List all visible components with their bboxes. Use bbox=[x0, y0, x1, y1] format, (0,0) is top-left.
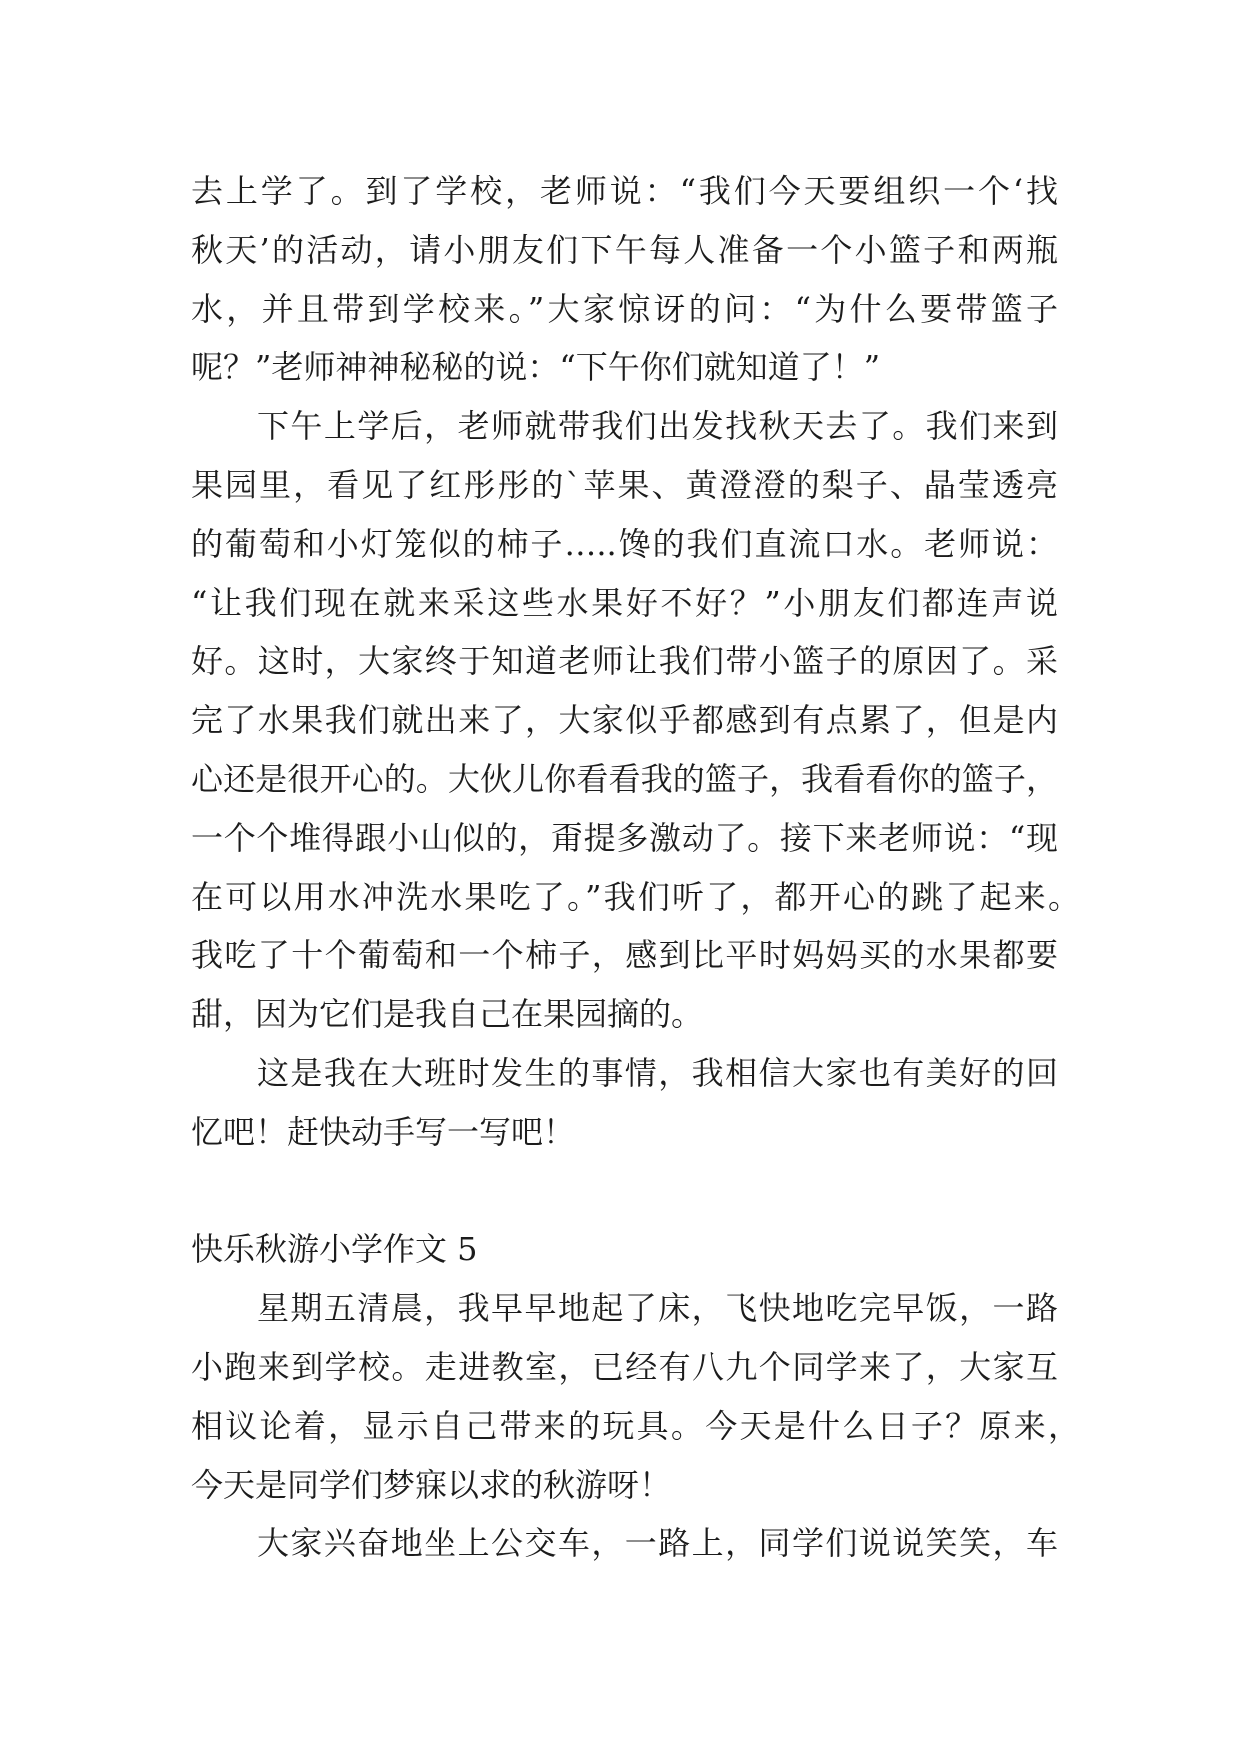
text-line: 忆吧！赶快动手写一写吧！ bbox=[191, 1112, 576, 1151]
text-line: 完了水果我们就出来了，大家似乎都感到有点累了，但是内 bbox=[191, 701, 1058, 740]
text-line: 去上学了。到了学校，老师说：“我们今天要组织一个‘找 bbox=[191, 172, 1058, 210]
text-line: 下午上学后，老师就带我们出发找秋天去了。我们来到 bbox=[257, 407, 1058, 446]
text-line: 呢？”老师神神秘秘的说：“下午你们就知道了！” bbox=[191, 348, 881, 387]
text-line: 甜，因为它们是我自己在果园摘的。 bbox=[191, 995, 704, 1034]
text-line: “让我们现在就来采这些水果好不好？”小朋友们都连声说 bbox=[191, 583, 1058, 622]
text-line: 好。这时，大家终于知道老师让我们带小篮子的原因了。采 bbox=[191, 642, 1058, 681]
text-line: 的葡萄和小灯笼似的柿子…..馋的我们直流口水。老师说： bbox=[191, 524, 1058, 563]
paragraph bbox=[191, 397, 1081, 1044]
text-line: 这是我在大班时发生的事情，我相信大家也有美好的回 bbox=[257, 1053, 1058, 1092]
paragraph bbox=[191, 1279, 1081, 1514]
text-line: 相议论着，显示自己带来的玩具。今天是什么日子？原来， bbox=[191, 1406, 1080, 1445]
paragraph bbox=[191, 162, 1081, 397]
text-line: 我吃了十个葡萄和一个柿子，感到比平时妈妈买的水果都要 bbox=[191, 936, 1058, 975]
text-line: 小跑来到学校。走进教室，已经有八九个同学来了，大家互 bbox=[191, 1347, 1058, 1386]
paragraph bbox=[191, 1044, 1081, 1162]
text-line: 大家兴奋地坐上公交车，一路上，同学们说说笑笑，车 bbox=[257, 1524, 1058, 1563]
paragraph bbox=[191, 1514, 1081, 1573]
document-body bbox=[191, 162, 1081, 1573]
text-line: 星期五清晨，我早早地起了床，飞快地吃完早饭，一路 bbox=[257, 1289, 1058, 1328]
text-line: 一个个堆得跟小山似的，甭提多激动了。接下来老师说：“现 bbox=[191, 818, 1058, 857]
text-line: 心还是很开心的。大伙儿你看看我的篮子，我看看你的篮子， bbox=[191, 759, 1058, 798]
text-line: 在可以用水冲洗水果吃了。”我们听了，都开心的跳了起来。 bbox=[191, 877, 1080, 916]
text-line: 果园里，看见了红彤彤的`苹果、黄澄澄的梨子、晶莹透亮 bbox=[191, 465, 1058, 504]
text-line: 秋天’的活动，请小朋友们下午每人准备一个小篮子和两瓶 bbox=[191, 230, 1058, 269]
section-heading: 快乐秋游小学作文 5 bbox=[191, 1230, 478, 1269]
blank-line bbox=[191, 1162, 1081, 1221]
text-line: 水，并且带到学校来。”大家惊讶的问：“为什么要带篮子 bbox=[191, 289, 1058, 328]
text-line: 今天是同学们梦寐以求的秋游呀！ bbox=[191, 1465, 672, 1504]
